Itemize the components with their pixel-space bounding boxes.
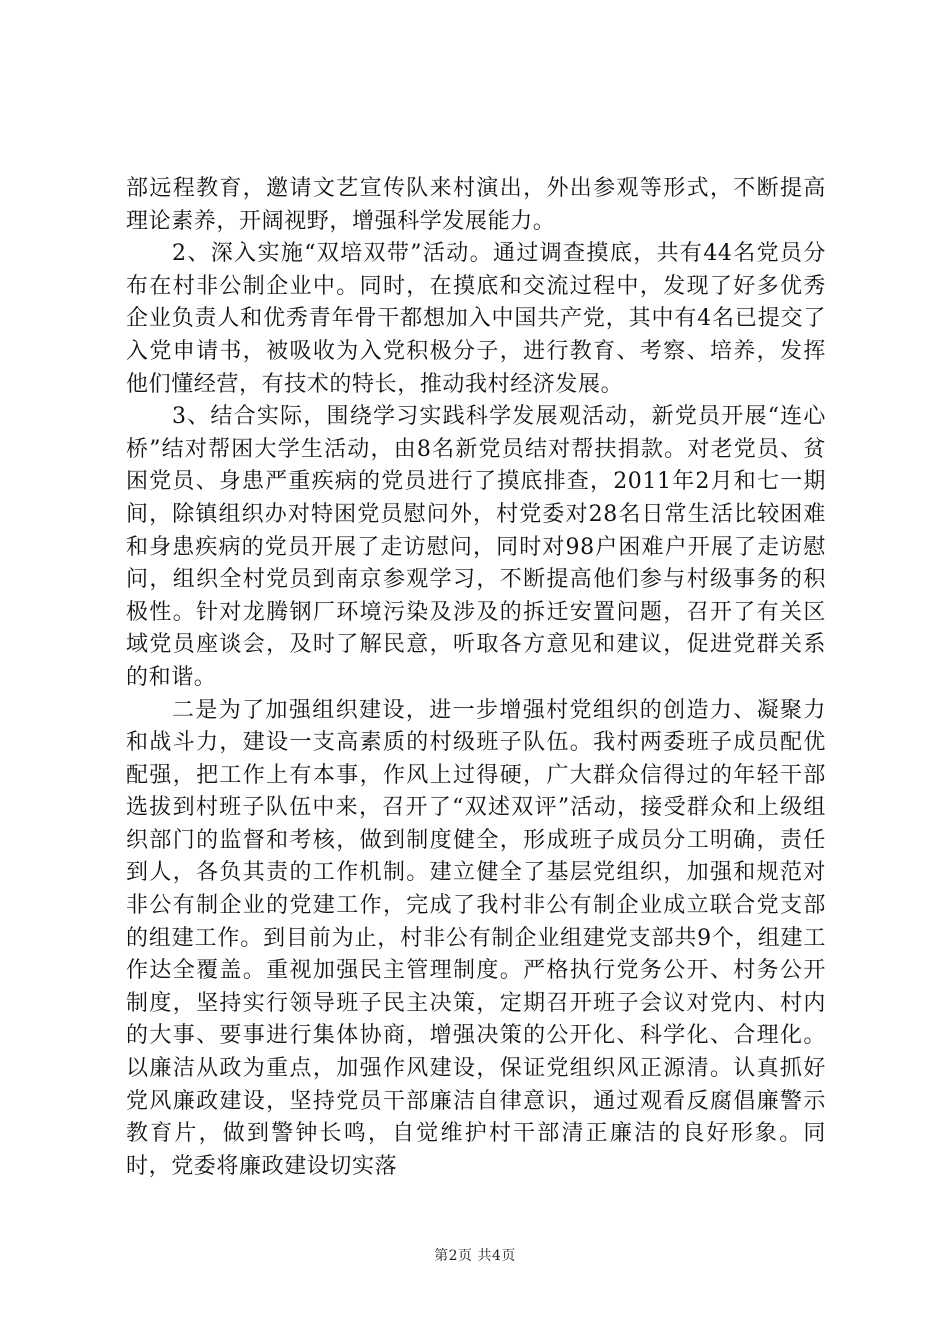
paragraph-shuangpei: 2、深入实施“双培双带”活动。通过调查摸底，共有44名党员分布在村非公制企业中。同时，在摸底和交流过程中，发现了好多优秀企业负责人和优秀青年骨干都想加入中国共产党，其中有4名已提交了入党申请书，被吸收为入党积极分子，进行教育、考察、培养，发挥他们懂经营，有技术的特长，推动我村经济发展。 xyxy=(126,241,826,397)
paragraph-organization: 二是为了加强组织建设，进一步增强村党组织的创造力、凝聚力和战斗力，建设一支高素质的村级班子队伍。我村两委班子成员配优配强，把工作上有本事，作风上过得硬，广大群众信得过的年轻干部选拔到村班子队伍中来，召开了“双述双评”活动，接受群众和上级组织部门的监督和考核，做到制度健全，形成班子成员分工明确，责任到人，各负其责的工作机制。建立健全了基层党组织，加强和规范对非公有制企业的党建工作，完成了我村非公有制企业成立联合党支部的组建工作。到目前为止，村非公有制企业组建党支部共9个，组建工作达全覆盖。重视加强民主管理制度。严格执行党务公开、村务公开制度，坚持实行领导班子民主决策，定期召开班子会议对党内、村内的大事、要事进行集体协商，增强决策的公开化、科学化、合理化。以廉洁从政为重点，加强作风建设，保证党组织风正源清。认真抓好党风廉政建设，坚持党员干部廉洁自律意识，通过观看反腐倡廉警示教育片，做到警钟长鸣，自觉维护村干部清正廉洁的良好形象。同时，党委将廉政建设切实落 xyxy=(126,697,826,1179)
page-footer: 第2页 共4页 xyxy=(434,1248,516,1264)
paragraph-lianxinqiao: 3、结合实际，围绕学习实践科学发展观活动，新党员开展“连心桥”结对帮困大学生活动，由8名新党员结对帮扶捐款。对老党员、贫困党员、身患严重疾病的党员进行了摸底排查，2011年2月和七一期间，除镇组织办对特困党员慰问外，村党委对28名日常生活比较困难和身患疾病的党员开展了走访慰问，同时对98户困难户开展了走访慰问，组织全村党员到南京参观学习，不断提高他们参与村级事务的积极性。针对龙腾钢厂环境污染及涉及的拆迁安置问题，召开了有关区域党员座谈会，及时了解民意，听取各方意见和建议，促进党群关系的和谐。 xyxy=(126,404,826,690)
document-body xyxy=(126,173,826,1183)
paragraph-continuation: 部远程教育，邀请文艺宣传队来村演出，外出参观等形式，不断提高理论素养，开阔视野，增强科学发展能力。 xyxy=(126,176,826,234)
